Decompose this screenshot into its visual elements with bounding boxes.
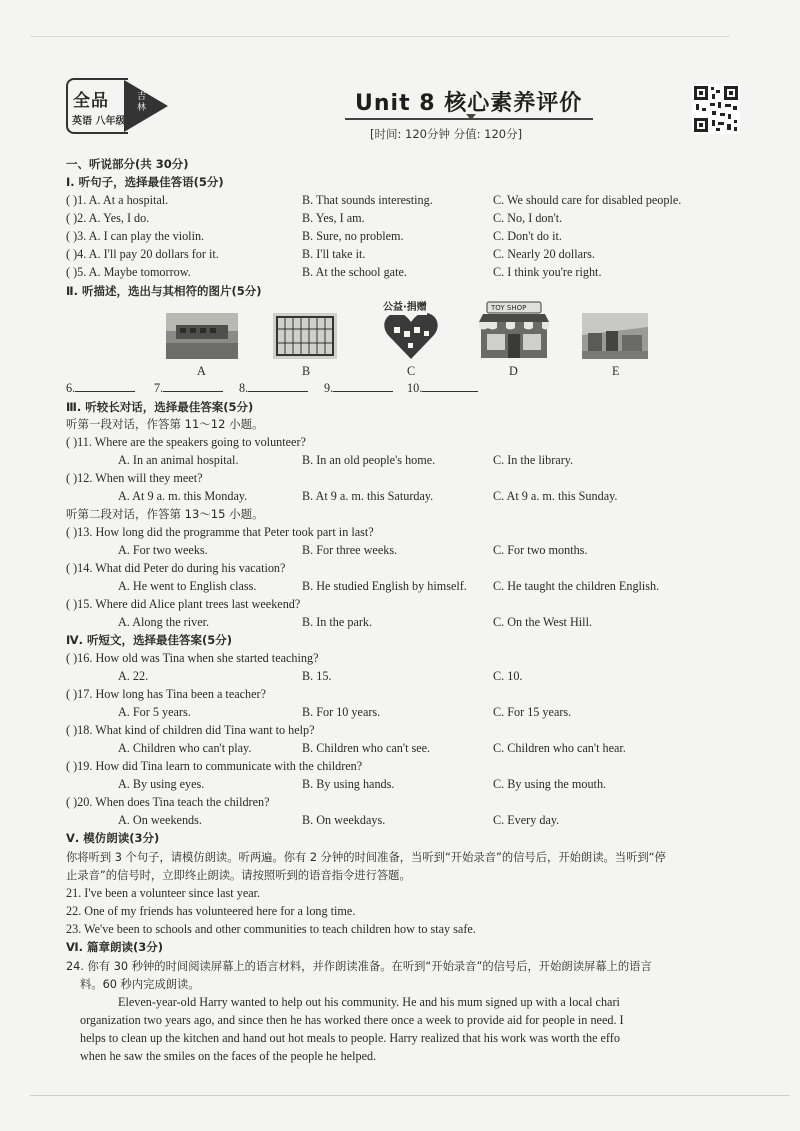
top-divider [30, 36, 730, 37]
part6-instruction-1: 24. 你有 30 秒钟的时间阅读屏幕上的语言材料，并作朗读准备。在听到“开始录音”的信号后，开始朗读屏幕上的语言 [66, 960, 652, 973]
q12-question: ( )12. When will they meet? [66, 471, 203, 485]
q4-stem: ( )4. A. I'll pay 20 dollars for it. [66, 247, 219, 261]
passage-line-4: when he saw the smiles on the faces of the people he helped. [80, 1049, 377, 1063]
q16-option-a: A. 22. [118, 669, 149, 683]
q4-option-c: C. Nearly 20 dollars. [493, 247, 595, 261]
q15-option-a: A. Along the river. [118, 615, 210, 629]
picture-b-label: B [302, 364, 311, 378]
q16-option-b: B. 15. [302, 669, 332, 683]
q17-question: ( )17. How long has Tina been a teacher? [66, 687, 267, 701]
q19-option-a: A. By using eyes. [118, 777, 205, 791]
page-title: Unit 8 核心素养评价 [355, 91, 583, 116]
q17-option-c: C. For 15 years. [493, 705, 572, 719]
passage-line-1: Eleven-year-old Harry wanted to help out his community. He and his mum signed up with a local chari [118, 995, 620, 1009]
picture-d-caption: TOY SHOP [491, 304, 527, 312]
qr-code-icon[interactable] [692, 84, 740, 134]
q13-question: ( )13. How long did the programme that Peter took part in last? [66, 525, 374, 539]
part3-intro-1: 听第一段对话，作答第 11～12 小题。 [66, 417, 264, 431]
picture-e-interior-image [582, 313, 648, 359]
q15-option-c: C. On the West Hill. [493, 615, 592, 629]
q3-stem: ( )3. A. I can play the violin. [66, 229, 205, 243]
picture-a-campus-image [166, 313, 238, 359]
picture-b-cage-image [273, 313, 337, 359]
q5-option-b: B. At the school gate. [302, 265, 407, 279]
q17-option-a: A. For 5 years. [118, 705, 191, 719]
sentence-22: 22. One of my friends has volunteered here for a long time. [66, 904, 356, 918]
q12-option-c: C. At 9 a. m. this Sunday. [493, 489, 618, 503]
q13-option-a: A. For two weeks. [118, 543, 208, 557]
part6-instruction-2: 料。60 秒内完成朗读。 [80, 978, 200, 991]
part4-heading: Ⅳ. 听短文，选择最佳答案(5分) [66, 633, 233, 647]
picture-c-caption: 公益·捐赠 [383, 302, 427, 313]
brand-tag: 吉林 [137, 92, 147, 113]
q20-option-c: C. Every day. [493, 813, 560, 827]
q16-question: ( )16. How old was Tina when she started teaching? [66, 651, 319, 665]
part1-heading: Ⅰ. 听句子，选择最佳答语(5分) [66, 175, 224, 189]
blank-7-number: 7. [154, 381, 164, 395]
blank-6-line[interactable] [75, 391, 135, 392]
answer-blank-10[interactable] [407, 381, 478, 396]
q13-option-b: B. For three weeks. [302, 543, 398, 557]
q1-option-b: B. That sounds interesting. [302, 193, 433, 207]
q1-option-c: C. We should care for disabled people. [493, 193, 682, 207]
q19-question: ( )19. How did Tina learn to communicate with the children? [66, 759, 363, 773]
blank-6-number: 6. [66, 381, 76, 395]
blank-10-line[interactable] [422, 391, 478, 392]
q5-stem: ( )5. A. Maybe tomorrow. [66, 265, 191, 279]
blank-9-line[interactable] [333, 391, 393, 392]
q19-option-b: B. By using hands. [302, 777, 395, 791]
q15-option-b: B. In the park. [302, 615, 373, 629]
part2-heading: Ⅱ. 听描述，选出与其相符的图片(5分) [66, 284, 262, 298]
answer-blank-9[interactable] [324, 381, 393, 396]
q3-option-c: C. Don't do it. [493, 229, 562, 243]
q14-option-b: B. He studied English by himself. [302, 579, 467, 593]
q15-question: ( )15. Where did Alice plant trees last weekend? [66, 597, 301, 611]
brand-logo [66, 78, 170, 134]
answer-blank-8[interactable] [239, 381, 308, 396]
part3-intro-2: 听第二段对话，作答第 13～15 小题。 [66, 507, 264, 521]
blank-10-number: 10. [407, 381, 423, 395]
sentence-23: 23. We've been to schools and other communities to teach children how to stay safe. [66, 922, 476, 936]
picture-a-label: A [197, 364, 206, 378]
q18-option-b: B. Children who can't see. [302, 741, 431, 755]
q18-question: ( )18. What kind of children did Tina want to help? [66, 723, 315, 737]
q5-option-c: C. I think you're right. [493, 265, 602, 279]
passage-line-3: helps to clean up the kitchen and hand out hot meals to people. Harry realized that his work was worth the effo [80, 1031, 620, 1045]
q11-question: ( )11. Where are the speakers going to volunteer? [66, 435, 306, 449]
q20-option-b: B. On weekdays. [302, 813, 386, 827]
brand-main: 全品 [73, 91, 109, 111]
q11-option-b: B. In an old people's home. [302, 453, 436, 467]
q12-option-a: A. At 9 a. m. this Monday. [118, 489, 248, 503]
bottom-divider [30, 1095, 790, 1096]
q20-question: ( )20. When does Tina teach the children? [66, 795, 270, 809]
q12-option-b: B. At 9 a. m. this Saturday. [302, 489, 434, 503]
q2-stem: ( )2. A. Yes, I do. [66, 211, 150, 225]
q3-option-b: B. Sure, no problem. [302, 229, 404, 243]
part3-heading: Ⅲ. 听较长对话，选择最佳答案(5分) [66, 400, 254, 414]
q11-option-a: A. In an animal hospital. [118, 453, 239, 467]
sentence-21: 21. I've been a volunteer since last year. [66, 886, 261, 900]
time-score: [时间: 120分钟 分值: 120分] [370, 127, 523, 141]
part6-heading: Ⅵ. 篇章朗读(3分) [66, 940, 164, 954]
picture-e-label: E [612, 364, 620, 378]
q1-stem: ( )1. A. At a hospital. [66, 193, 169, 207]
q19-option-c: C. By using the mouth. [493, 777, 607, 791]
q17-option-b: B. For 10 years. [302, 705, 381, 719]
blank-8-number: 8. [239, 381, 249, 395]
brand-sub: 英语 八年级 [72, 116, 126, 127]
answer-blank-7[interactable] [154, 381, 223, 396]
blank-7-line[interactable] [163, 391, 223, 392]
title-underline-marker [466, 114, 476, 120]
blank-9-number: 9. [324, 381, 334, 395]
part5-heading: Ⅴ. 模仿朗读(3分) [66, 831, 160, 845]
q13-option-c: C. For two months. [493, 543, 588, 557]
q18-option-a: A. Children who can't play. [118, 741, 252, 755]
q4-option-b: B. I'll take it. [302, 247, 366, 261]
q2-option-c: C. No, I don't. [493, 211, 563, 225]
passage-line-2: organization two years ago, and since then he has worked there once a week to provide aid for people in need. I [80, 1013, 624, 1027]
q14-option-a: A. He went to English class. [118, 579, 257, 593]
q18-option-c: C. Children who can't hear. [493, 741, 626, 755]
q14-option-c: C. He taught the children English. [493, 579, 660, 593]
q11-option-c: C. In the library. [493, 453, 574, 467]
picture-d-label: D [509, 364, 518, 378]
picture-c-label: C [407, 364, 416, 378]
blank-8-line[interactable] [248, 391, 308, 392]
part5-instruction-1: 你将听到 3 个句子，请模仿朗读。听两遍。你有 2 分钟的时间准备，当听到“开始录音”的信号后，开始朗读。当听到“停 [66, 851, 666, 864]
q16-option-c: C. 10. [493, 669, 523, 683]
q2-option-b: B. Yes, I am. [302, 211, 365, 225]
part5-instruction-2: 止录音”的信号时，立即终止朗读。请按照听到的语音指令进行答题。 [66, 869, 411, 882]
section-listening-heading: 一、听说部分(共 30分) [66, 157, 189, 171]
q20-option-a: A. On weekends. [118, 813, 202, 827]
answer-blank-6[interactable] [66, 381, 135, 396]
q14-question: ( )14. What did Peter do during his vacation? [66, 561, 286, 575]
